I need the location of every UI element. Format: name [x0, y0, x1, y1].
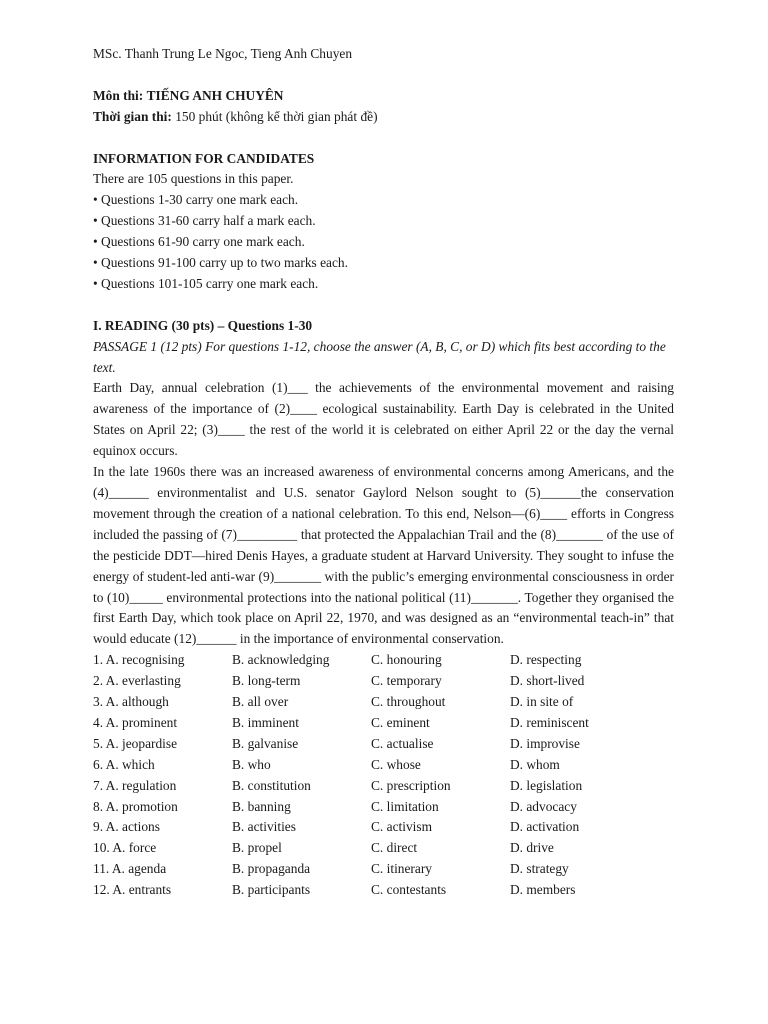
option-b: B. imminent — [232, 714, 299, 730]
option-d: D. members — [510, 882, 576, 898]
option-b: B. activities — [232, 819, 296, 835]
list-item: • Questions 61-90 carry one mark each. — [93, 234, 305, 250]
table-row — [93, 734, 674, 755]
time-value: 150 phút (không kể thời gian phát đề) — [175, 108, 378, 124]
time-label: Thời gian thi: — [93, 108, 172, 124]
spacer — [93, 65, 674, 86]
option-c: C. itinerary — [371, 861, 432, 877]
table-row — [93, 650, 674, 671]
option-a: 1. A. recognising — [93, 652, 185, 668]
exam-time — [93, 107, 674, 128]
option-b: B. long-term — [232, 673, 301, 689]
option-d: D. reminiscent — [510, 714, 589, 730]
option-c: C. throughout — [371, 694, 446, 710]
option-c: C. honouring — [371, 652, 442, 668]
option-d: D. improvise — [510, 735, 580, 751]
table-row — [93, 671, 674, 692]
passage-instruction: PASSAGE 1 (12 pts) For questions 1-12, choose the answer (A, B, C, or D) which fits best according to the text. — [93, 338, 666, 375]
list-item: • Questions 1-30 carry one mark each. — [93, 192, 299, 208]
exam-page — [93, 44, 674, 901]
option-b: B. propel — [232, 840, 282, 856]
table-row — [93, 692, 674, 713]
option-b: B. propaganda — [232, 861, 311, 877]
table-row — [93, 797, 674, 818]
option-b: B. constitution — [232, 777, 311, 793]
spacer — [93, 295, 674, 316]
candidates-intro: There are 105 questions in this paper. — [93, 171, 294, 187]
candidates-heading: INFORMATION FOR CANDIDATES — [93, 150, 315, 166]
list-item: • Questions 91-100 carry up to two marks each. — [93, 255, 348, 271]
table-row — [93, 776, 674, 797]
option-a: 6. A. which — [93, 756, 155, 772]
option-d: D. activation — [510, 819, 580, 835]
list-item: • Questions 101-105 carry one mark each. — [93, 275, 319, 291]
table-row — [93, 755, 674, 776]
option-c: C. whose — [371, 756, 421, 772]
option-c: C. activism — [371, 819, 432, 835]
option-a: 2. A. everlasting — [93, 673, 181, 689]
option-a: 5. A. jeopardise — [93, 735, 178, 751]
table-row — [93, 713, 674, 734]
option-d: D. in site of — [510, 694, 574, 710]
passage-paragraph-2: In the late 1960s there was an increased awareness of environmental concerns among Americans, and the (4)______ environmentalist and U.S. senator Gaylord Nelson sought to (5)______the conservation movement through the creation of a national celebration. To this end, Nelson—(6)____ efforts in Congress included the passing of (7)_________ that protected the Appalachian Trail and the (8)_______ of the use of the pesticide DDT—hired Denis Hayes, a graduate student at Harvard University. They sought to infuse the energy of student-led anti-war (9)_______ with the public’s emerging environmental consciousness in order to (10)_____ environmental protections into the national political (11)_______. Together they organised the first Earth Day, which took place on April 22, 1970, and was designed as an “environmental teach-in” that would educate (12)______ in the importance of environmental conservation. — [93, 464, 674, 647]
table-row — [93, 880, 674, 901]
author-line: MSc. Thanh Trung Le Ngoc, Tieng Anh Chuyen — [93, 46, 353, 61]
option-b: B. participants — [232, 882, 311, 898]
option-c: C. limitation — [371, 798, 439, 814]
option-d: D. drive — [510, 840, 554, 856]
option-a: 11. A. agenda — [93, 861, 167, 877]
exam-subject — [93, 86, 674, 107]
option-c: C. contestants — [371, 882, 447, 898]
option-c: C. direct — [371, 840, 418, 856]
option-a: 4. A. prominent — [93, 714, 178, 730]
option-b: B. banning — [232, 798, 291, 814]
option-b: B. galvanise — [232, 735, 299, 751]
option-c: C. eminent — [371, 714, 430, 730]
table-row — [93, 817, 674, 838]
option-a: 7. A. regulation — [93, 777, 177, 793]
option-a: 10. A. force — [93, 840, 157, 856]
option-b: B. all over — [232, 694, 289, 710]
option-d: D. whom — [510, 756, 560, 772]
option-d: D. respecting — [510, 652, 582, 668]
option-d: D. legislation — [510, 777, 583, 793]
option-a: 8. A. promotion — [93, 798, 178, 814]
option-d: D. short-lived — [510, 673, 585, 689]
option-c: C. temporary — [371, 673, 442, 689]
marks-list — [93, 190, 674, 295]
option-d: D. advocacy — [510, 798, 577, 814]
option-a: 3. A. although — [93, 694, 169, 710]
spacer — [93, 128, 674, 149]
subject-value: TIẾNG ANH CHUYÊN — [146, 87, 284, 103]
table-row — [93, 859, 674, 880]
passage-paragraph-1: Earth Day, annual celebration (1)___ the achievements of the environmental movement and raising awareness of the importance of (2)____ ecological sustainability. Earth Day is celebrated in the United States on April 22; (3)____ the rest of the world it is celebrated on either April 22 or the day the vernal equinox occurs. — [93, 380, 674, 459]
list-item: • Questions 31-60 carry half a mark each. — [93, 213, 316, 229]
section-heading: I. READING (30 pts) – Questions 1-30 — [93, 317, 313, 333]
subject-label: Môn thi: — [93, 87, 144, 103]
option-b: B. acknowledging — [232, 652, 330, 668]
table-row — [93, 838, 674, 859]
option-c: C. prescription — [371, 777, 451, 793]
answer-options-table — [93, 650, 674, 901]
option-a: 12. A. entrants — [93, 882, 172, 898]
option-d: D. strategy — [510, 861, 569, 877]
option-a: 9. A. actions — [93, 819, 160, 835]
option-b: B. who — [232, 756, 271, 772]
option-c: C. actualise — [371, 735, 434, 751]
